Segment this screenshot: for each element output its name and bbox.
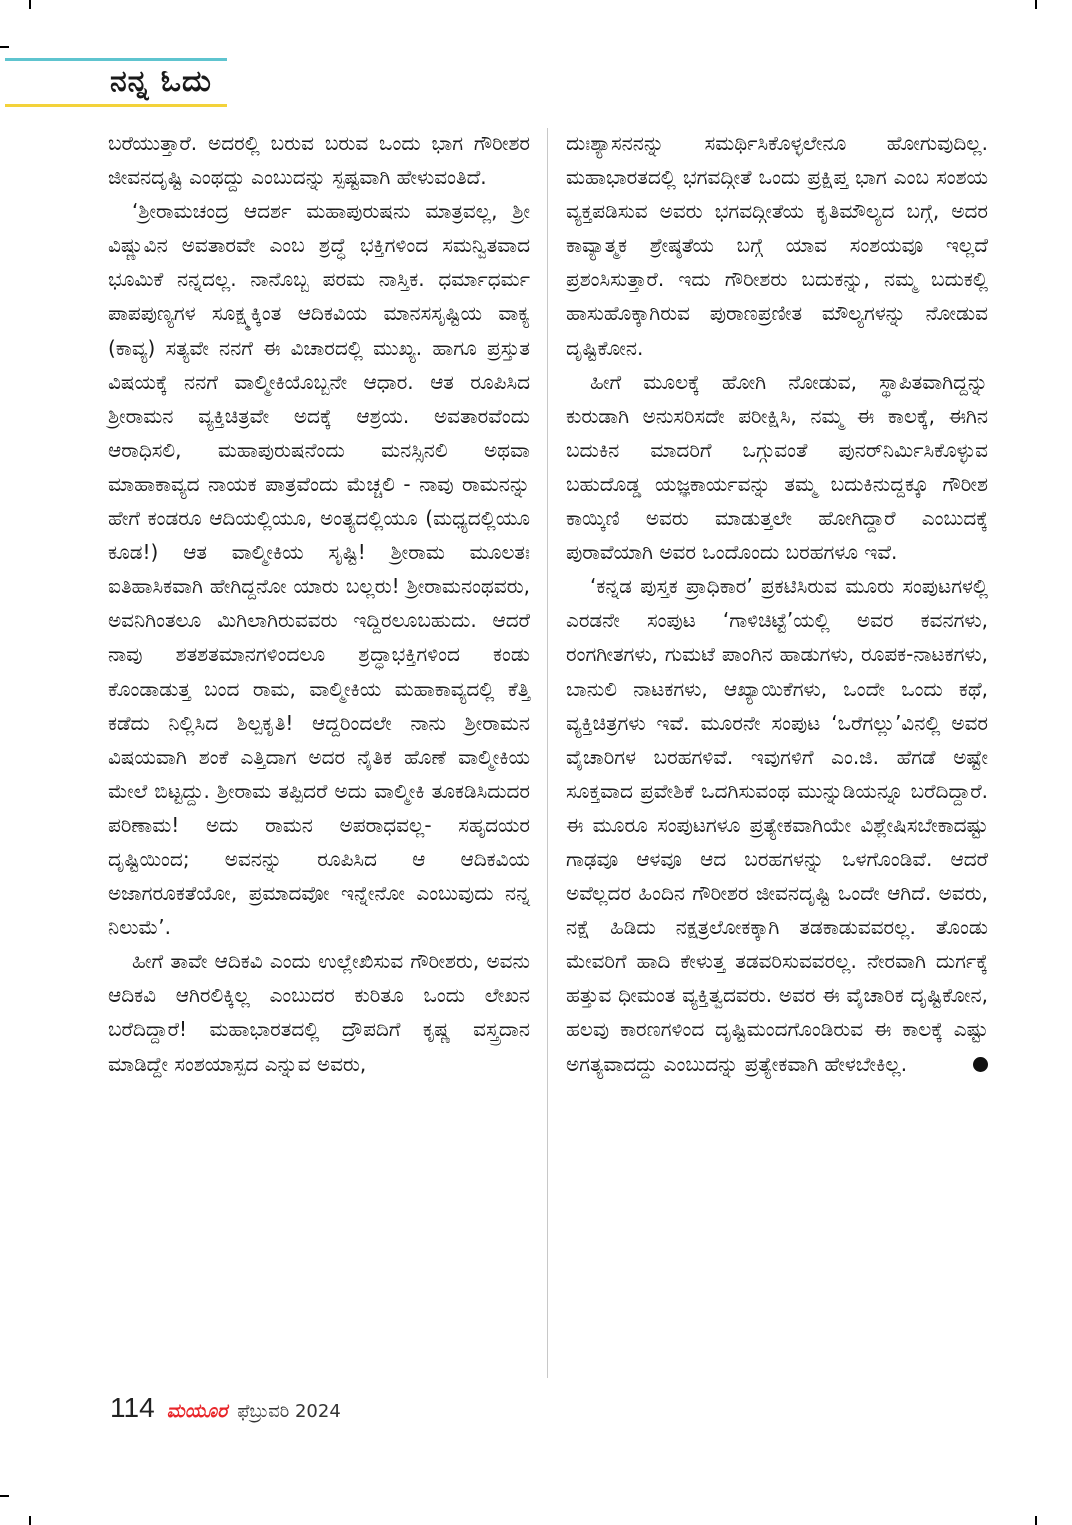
section-header-bottom-rule [5, 104, 227, 107]
article-column-right [566, 126, 988, 1081]
crop-mark [0, 46, 9, 48]
page-number: 114 [110, 1392, 155, 1423]
section-header-top-rule [5, 58, 227, 61]
paragraph: ಹೀಗೆ ಮೂಲಕ್ಕೆ ಹೋಗಿ ನೋಡುವ, ಸ್ಥಾಪಿತವಾಗಿದ್ದನ್ನು ಕುರುಡಾಗಿ ಅನುಸರಿಸದೇ ಪರೀಕ್ಷಿಸಿ, ನಮ್ಮ ಈ ಕಾಲಕ್ಕೆ, ಈಗಿನ ಬದುಕಿನ ಮಾದರಿಗೆ ಒಗ್ಗುವಂತೆ ಪುನರ್‌ನಿರ್ಮಿಸಿಕೊಳ್ಳುವ ಬಹುದೊಡ್ಡ ಯಜ್ಞಕಾರ್ಯವನ್ನು ತಮ್ಮ ಬದುಕಿನುದ್ದಕ್ಕೂ ಗೌರೀಶ ಕಾಯ್ಕಿಣಿ ಅವರು ಮಾಡುತ್ತಲೇ ಹೋಗಿದ್ದಾರೆ ಎಂಬುದಕ್ಕೆ ಪುರಾವೆಯಾಗಿ ಅವರ ಒಂದೊಂದು ಬರಹಗಳೂ ಇವೆ. [566, 369, 988, 565]
crop-mark [29, 1516, 31, 1525]
section-title: ನನ್ನ ಓದು [110, 64, 212, 99]
paragraph: ದುಃಶ್ಯಾಸನನನ್ನು ಸಮರ್ಥಿಸಿಕೊಳ್ಳಲೇನೂ ಹೋಗುವುದಿಲ್ಲ. ಮಹಾಭಾರತದಲ್ಲಿ ಭಗವದ್ಗೀತೆ ಒಂದು ಪ್ರಕ್ಷಿಪ್ತ ಭಾಗ ಎಂಬ ಸಂಶಯ ವ್ಯಕ್ತಪಡಿಸುವ ಅವರು ಭಗವದ್ಗೀತೆಯ ಕೃತಿಮೌಲ್ಯದ ಬಗ್ಗೆ, ಅದರ ಕಾವ್ಯಾತ್ಮಕ ಶ್ರೇಷ್ಠತೆಯ ಬಗ್ಗೆ ಯಾವ ಸಂಶಯವೂ ಇಲ್ಲದೆ ಪ್ರಶಂಸಿಸುತ್ತಾರೆ. ಇದು ಗೌರೀಶರು ಬದುಕನ್ನು, ನಮ್ಮ ಬದುಕಲ್ಲಿ ಹಾಸುಹೊಕ್ಕಾಗಿರುವ ಪುರಾಣಪ್ರಣೀತ ಮೌಲ್ಯಗಳನ್ನು ನೋಡುವ ದೃಷ್ಟಿಕೋನ. [566, 131, 988, 360]
page-footer [110, 1392, 341, 1432]
paragraph: ‘ಶ್ರೀರಾಮಚಂದ್ರ ಆದರ್ಶ ಮಹಾಪುರುಷನು ಮಾತ್ರವಲ್ಲ, ಶ್ರೀ ವಿಷ್ಣುವಿನ ಅವತಾರವೇ ಎಂಬ ಶ್ರದ್ಧೆ ಭಕ್ತಿಗಳಿಂದ ಸಮನ್ವಿತವಾದ ಭೂಮಿಕೆ ನನ್ನದಲ್ಲ. ನಾನೊಬ್ಬ ಪರಮ ನಾಸ್ತಿಕ. ಧರ್ಮಾಧರ್ಮ ಪಾಪಪುಣ್ಯಗಳ ಸೂಕ್ಷ್ಮಕ್ಕಿಂತ ಆದಿಕವಿಯ ಮಾನಸಸೃಷ್ಟಿಯ ವಾಕ್ಯ (ಕಾವ್ಯ) ಸತ್ಯವೇ ನನಗೆ ಈ ವಿಚಾರದಲ್ಲಿ ಮುಖ್ಯ. ಹಾಗೂ ಪ್ರಸ್ತುತ ವಿಷಯಕ್ಕೆ ನನಗೆ ವಾಲ್ಮೀಕಿಯೊಬ್ಬನೇ ಆಧಾರ. ಆತ ರೂಪಿಸಿದ ಶ್ರೀರಾಮನ ವ್ಯಕ್ತಿಚಿತ್ರವೇ ಅದಕ್ಕೆ ಆಶ್ರಯ. ಅವತಾರವೆಂದು ಆರಾಧಿಸಲಿ, ಮಹಾಪುರುಷನೆಂದು ಮನಸ್ಸಿನಲಿ ಅಥವಾ ಮಾಹಾಕಾವ್ಯದ ನಾಯಕ ಪಾತ್ರವೆಂದು ಮೆಚ್ಚಲಿ - ನಾವು ರಾಮನನ್ನು ಹೇಗೆ ಕಂಡರೂ ಆದಿಯಲ್ಲಿಯೂ, ಅಂತ್ಯದಲ್ಲಿಯೂ (ಮಧ್ಯದಲ್ಲಿಯೂ ಕೂಡ!) ಆತ ವಾಲ್ಮೀಕಿಯ ಸೃಷ್ಟಿ! ಶ್ರೀರಾಮ ಮೂಲತಃ ಐತಿಹಾಸಿಕವಾಗಿ ಹೇಗಿದ್ದನೋ ಯಾರು ಬಲ್ಲರು! ಶ್ರೀರಾಮನಂಥವರು, ಅವನಿಗಿಂತಲೂ ಮಿಗಿಲಾಗಿರುವವರು ಇದ್ದಿರಲೂಬಹುದು. ಆದರೆ ನಾವು ಶತಶತಮಾನಗಳಿಂದಲೂ ಶ್ರದ್ಧಾಭಕ್ತಿಗಳಿಂದ ಕಂಡು ಕೊಂಡಾಡುತ್ತ ಬಂದ ರಾಮ, ವಾಲ್ಮೀಕಿಯ ಮಹಾಕಾವ್ಯದಲ್ಲಿ ಕೆತ್ತಿ ಕಡೆದು ನಿಲ್ಲಿಸಿದ ಶಿಲ್ಪಕೃತಿ! ಆದ್ದರಿಂದಲೇ ನಾನು ಶ್ರೀರಾಮನ ವಿಷಯವಾಗಿ ಶಂಕೆ ಎತ್ತಿದಾಗ ಅದರ ನೈತಿಕ ಹೊಣೆ ವಾಲ್ಮೀಕಿಯ ಮೇಲೆ ಬಿಟ್ಟದ್ದು. ಶ್ರೀರಾಮ ತಪ್ಪಿದರೆ ಅದು ವಾಲ್ಮೀಕಿ ತೂಕಡಿಸಿದುದರ ಪರಿಣಾಮ! ಅದು ರಾಮನ ಅಪರಾಧವಲ್ಲ- ಸಹೃದಯರ ದೃಷ್ಟಿಯಿಂದ; ಅವನನ್ನು ರೂಪಿಸಿದ ಆ ಆದಿಕವಿಯ ಅಜಾಗರೂಕತೆಯೋ, ಪ್ರಮಾದವೋ ಇನ್ನೇನೋ ಎಂಬುವುದು ನನ್ನ ನಿಲುಮೆ’. [108, 199, 530, 940]
issue-date: ಫೆಬ್ರುವರಿ 2024 [237, 1401, 341, 1422]
article-column-left [108, 126, 530, 1081]
paragraph: ಹೀಗೆ ತಾವೇ ಆದಿಕವಿ ಎಂದು ಉಲ್ಲೇಖಿಸುವ ಗೌರೀಶರು, ಅವನು ಆದಿಕವಿ ಆಗಿರಲಿಕ್ಕಿಲ್ಲ ಎಂಬುದರ ಕುರಿತೂ ಒಂದು ಲೇಖನ ಬರೆದಿದ್ದಾರೆ! ಮಹಾಭಾರತದಲ್ಲಿ ದ್ರೌಪದಿಗೆ ಕೃಷ್ಣ ವಸ್ತ್ರದಾನ ಮಾಡಿದ್ದೇ ಸಂಶಯಾಸ್ಪದ ಎನ್ನುವ ಅವರು, [108, 949, 530, 1076]
paragraph-text: ‘ಕನ್ನಡ ಪುಸ್ತಕ ಪ್ರಾಧಿಕಾರ’ ಪ್ರಕಟಿಸಿರುವ ಮೂರು ಸಂಪುಟಗಳಲ್ಲಿ ಎರಡನೇ ಸಂಪುಟ ‘ಗಾಳಿಚಿಟ್ಟೆ’ಯಲ್ಲಿ ಅವರ ಕವನಗಳು, ರಂಗಗೀತಗಳು, ಗುಮಟೆ ಪಾಂಗಿನ ಹಾಡುಗಳು, ರೂಪಕ-ನಾಟಕಗಳು, ಬಾನುಲಿ ನಾಟಕಗಳು, ಆಖ್ಯಾಯಿಕೆಗಳು, ಒಂದೇ ಒಂದು ಕಥೆ, ವ್ಯಕ್ತಿಚಿತ್ರಗಳು ಇವೆ. ಮೂರನೇ ಸಂಪುಟ ‘ಒರೆಗಲ್ಲು’ವಿನಲ್ಲಿ ಅವರ ವೈಚಾರಿಗಳ ಬರಹಗಳಿವೆ. ಇವುಗಳಿಗೆ ಎಂ.ಜಿ. ಹೆಗಡೆ ಅಷ್ಟೇ ಸೂಕ್ತವಾದ ಪ್ರವೇಶಿಕೆ ಒದಗಿಸುವಂಥ ಮುನ್ನುಡಿಯನ್ನೂ ಬರೆದಿದ್ದಾರೆ. ಈ ಮೂರೂ ಸಂಪುಟಗಳೂ ಪ್ರತ್ಯೇಕವಾಗಿಯೇ ವಿಶ್ಲೇಷಿಸಬೇಕಾದಷ್ಟು ಗಾಢವೂ ಆಳವೂ ಆದ ಬರಹಗಳನ್ನು ಒಳಗೊಂಡಿವೆ. ಆದರೆ ಅವೆಲ್ಲದರ ಹಿಂದಿನ ಗೌರೀಶರ ಜೀವನದೃಷ್ಟಿ ಒಂದೇ ಆಗಿದೆ. ಅವರು, ನಕ್ಷೆ ಹಿಡಿದು ನಕ್ಷತ್ರಲೋಕಕ್ಕಾಗಿ ತಡಕಾಡುವವರಲ್ಲ. ತೊಂಡು ಮೇವರಿಗೆ ಹಾದಿ ಕೇಳುತ್ತ ತಡವರಿಸುವವರಲ್ಲ. ನೇರವಾಗಿ ದುರ್ಗಕ್ಕೆ ಹತ್ತುವ ಧೀಮಂತ ವ್ಯಕ್ತಿತ್ವದವರು. ಅವರ ಈ ವೈಚಾರಿಕ ದೃಷ್ಟಿಕೋನ, ಹಲವು ಕಾರಣಗಳಿಂದ ದೃಷ್ಟಿಮಂದಗೊಂಡಿರುವ ಈ ಕಾಲಕ್ಕೆ ಎಷ್ಟು ಅಗತ್ಯವಾದದ್ದು ಎಂಬುದನ್ನು ಪ್ರತ್ಯೇಕವಾಗಿ ಹೇಳಬೇಕಿಲ್ಲ. [566, 574, 988, 1076]
end-of-article-dot-icon [973, 1057, 988, 1072]
crop-mark [1035, 0, 1037, 9]
crop-mark [29, 0, 31, 9]
paragraph: ಬರೆಯುತ್ತಾರೆ. ಅದರಲ್ಲಿ ಬರುವ ಬರುವ ಒಂದು ಭಾಗ ಗೌರೀಶರ ಜೀವನದೃಷ್ಟಿ ಎಂಥದ್ದು ಎಂಬುದನ್ನು ಸ್ಪಷ್ಟವಾಗಿ ಹೇಳುವಂತಿದೆ. [108, 131, 530, 190]
magazine-logo: ಮಯೂರ [166, 1400, 228, 1422]
column-divider [547, 128, 548, 1378]
crop-mark [1035, 1516, 1037, 1525]
paragraph-last [566, 569, 988, 1080]
crop-mark [0, 1495, 9, 1497]
